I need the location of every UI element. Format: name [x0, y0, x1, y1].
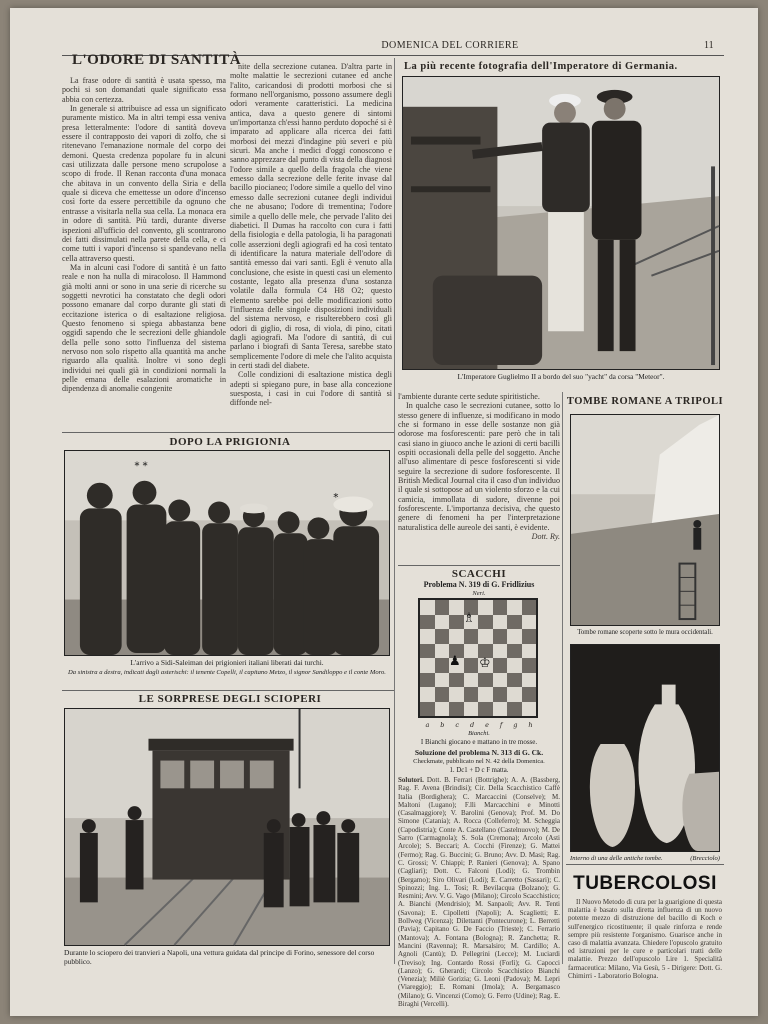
chess-square: [464, 673, 479, 688]
tubercolosi-title: TUBERCOLOSI: [573, 873, 717, 894]
emperor-photo: [402, 76, 720, 370]
section-rule: [62, 690, 394, 691]
chess-square: [493, 702, 508, 717]
tombs-exterior-photo: [570, 414, 720, 626]
chess-square: [420, 644, 435, 659]
tombs-interior-photo: [570, 644, 720, 852]
chess-square: [522, 673, 537, 688]
article-paragraph: La frase odore di santità è usata spesso, ma pochi si son domandati quale significato essa abbia con certezza.: [62, 76, 226, 104]
chess-square: [449, 600, 464, 615]
section-rule: [566, 864, 724, 865]
chess-square: [493, 644, 508, 659]
chess-solution-title: Soluzione del problema N. 313 di G. Ck.: [414, 748, 544, 757]
chess-white-label: Bianchi.: [468, 730, 490, 737]
chess-square: [435, 600, 450, 615]
chess-square: [420, 658, 435, 673]
prisoners-caption: L'arrivo a Sidi-Saleiman dei prigionieri italiani liberati dai turchi.: [130, 658, 324, 667]
chess-square: [507, 600, 522, 615]
prigionia-title: DOPO LA PRIGIONIA: [169, 436, 291, 448]
tram-strike-caption: Durante lo sciopero dei tranvieri a Napoli, una vettura guidata dal principe di Forino, senessore del corso pubblico.: [64, 948, 375, 966]
chess-square: [493, 615, 508, 630]
chess-square: [464, 629, 479, 644]
article-column-2: [230, 62, 392, 428]
chess-square: [449, 702, 464, 717]
tombs-interior-caption: Interno di una delle antiche tombe.: [570, 855, 663, 862]
column-rule: [394, 58, 395, 428]
chess-square: [493, 687, 508, 702]
chess-square: [522, 615, 537, 630]
chess-square: [493, 629, 508, 644]
page-number: 11: [704, 40, 714, 51]
emperor-photo-title: La più recente fotografia dell'Imperatore di Germania.: [404, 61, 678, 72]
chess-square: [507, 673, 522, 688]
chess-square: [493, 600, 508, 615]
chess-square: [507, 687, 522, 702]
chess-square: [435, 702, 450, 717]
chess-problem-label: Problema N. 319 di G. Fridlizius: [423, 580, 535, 589]
chess-square: [478, 629, 493, 644]
chess-square: [478, 673, 493, 688]
emperor-photo-caption: L'Imperatore Guglielmo II a bordo del suo "yacht" da corsa "Meteor".: [457, 372, 665, 381]
chess-solvers-text: Dott. B. Ferrari (Bottrighe); A. A. (Bassberg, Rag. F. Avena (Brindisi); Cir. Della Scacchistico Caffè Italia (Bordighera); C. Marcaccini (Conselve); M. Maltoni (Lugano); F.lli Marcacchini e Minotti (Casalmaggiore); V. Barolini (Genova); Prof. M. Do Simone (Catania); A. Rocca (Colleferro); M. Scheggia (Capodistria); Conte A. Castellano (Castelnuovo); M. De Sarro (Carmagnola); S. Sola (Cremona); Arcolo (Asti Arcole); S. Beccari; A. Cocchi (Firenze); G. Mattei (Fermo); Rag. G. Buccini; G. Bruno; Avv. D. Masi; Rag. C. Grossi; V. Chiappi; P. Ranieri (Genova); A. Spano (Cagliari); Dott. C. Falconi (Lodi); G. Trombin (Bergamo); Siro Olivari (Lodi); E. Carretto (Sassari); C. Spinozzi; Ing. L. Tosi; R. Bevilacqua (Bolzano); G. Resmini; Avv. V. G. Vago (Milano); Circolo Scacchistico; A. Bianchi (Mendrisio); M. Sanpaoli; Avv. R. Tenti (Savona); E. Cipolletti (Napoli); A. Scaglietti; E. Bollweg (Vicenza); Dilettanti (Pontecurone); L. Berretti (Pavia); Capitano G. De Faccio (Trieste); C. Ferrario (Mantova); A. Fontana (Bologna); R. Zanchetta; R. Mancini (Ravenna); R. Marsalsiro; M. Cardillo; A. Agnoli (Cantù); D. Pellegrini (Lecce); M. Luciardi (Treviso); Ing. Contardo Rossi (Forlì); G. Capocci (Lanzo); G. Gherardi; Circolo Scacchistico Bianchi (Venezia); Miliè Gorizia; G. Leoni (Padova); M. Lepri (Viareggio); E. Romani (Imola); A. Bergamasco (Milano); G. Vincenzi (Como); G. Ferro (Udine); Rag. E. Biraghi (Vercelli).: [398, 776, 560, 1009]
section-rule: [398, 565, 560, 566]
chess-square: [420, 673, 435, 688]
running-head: DOMENICA DEL CORRIERE: [381, 40, 519, 51]
chess-square: [522, 687, 537, 702]
column-rule: [562, 392, 563, 964]
tubercolosi-ad-text: Il Nuovo Metodo di cura per la guarigione di questa malattia è basato sulla diretta influenza di un nuovo potente mezzo di distruzione del bacillo di Koch e sull'energico ricostituente; il quale rinforza e rende sempre più resistente l'organismo. Guarisce anche in caso di malattia avanzata. Chiedere l'opuscolo gratuito ed istruzioni per le cure e particolari tratti delle malattie. Prezzo dell'opuscolo Lire 1. Specialità farmaceutica: Milano, Via Gesù, 5 - Dirigere: Dott. G. Chimirri - Laboratorio Bologna.: [568, 898, 722, 980]
article-continuation: [398, 392, 560, 560]
chess-instruction: I Bianchi giocano e mattano in tre mosse.: [420, 738, 538, 746]
chess-square: [435, 658, 450, 673]
chess-file-labels: a b c d e f g h: [425, 721, 533, 729]
chess-square: [507, 702, 522, 717]
tram-strike-photo: [64, 708, 390, 946]
chess-square: [449, 687, 464, 702]
chess-square: [435, 673, 450, 688]
chess-square: [493, 673, 508, 688]
chess-square: [507, 629, 522, 644]
chess-square: [522, 644, 537, 659]
chess-square: [522, 702, 537, 717]
chess-square: [493, 658, 508, 673]
scacchi-title: SCACCHI: [451, 568, 507, 580]
chess-square: [449, 615, 464, 630]
chess-square: [478, 615, 493, 630]
chess-square: [435, 629, 450, 644]
chess-square: [464, 644, 479, 659]
chess-square: [420, 702, 435, 717]
chess-square: [522, 629, 537, 644]
tombs-exterior-caption: Tombe romane scoperte sotto le mura occidentali.: [577, 629, 713, 636]
article-paragraph: In qualche caso le secrezioni cutanee, sotto lo stesso genere di influenze, si modificano in modo che si formano in esse delle sostanze non già odorose ma fosforescenti: pare però che in tali casi siano in giuoco anche le azioni di certi bacilli ospiti occasionali della pelle del soggetto. Anche all'uso alimentare di pesce fosforescenti si vide seguire la secrezione di sudore fosforescente. Il British Medical Journal cita il caso d'un individuo il quale si sottopose ad un violento sforzo e la cui camicia, immollata di sudore, divenne poi fosforescente. L'importanza decisiva, che questo genere di fenomeni ha per l'interpretazione naturalistica delle aureole dei santi, è evidente.: [398, 401, 560, 532]
article-paragraph: Ma in alcuni casi l'odore di santità è un fatto reale e non ha nulla di miracoloso. Il Hammond già molti anni or sono in una serie di ricerche su soggetti nevrotici ha constatato che degli odori possono emanare dal corpo durante gli stati di eccitazione isterica o di esaltazione religiosa. Questo fenomeno si spiega abbastanza bene oggidì sapendo che le secrezioni delle ghiandole della pelle sono sotto l'influenza del sistema nervoso non solo rispetto alla quantità ma anche riguardo alla qualità. Inoltre vi sono degli individui nei quali già in condizioni normali la pelle emana delle esalazioni aromatiche in dipendenza di anomalie congenite: [62, 262, 226, 394]
chess-square: [478, 702, 493, 717]
chess-board: [418, 598, 538, 718]
chess-square: [420, 615, 435, 630]
article-paragraph: l'ambiente durante certe sedute spiritistiche.: [398, 392, 540, 401]
chess-square: [420, 687, 435, 702]
chess-solvers-list: [398, 776, 560, 1009]
article-paragraph: Colle condizioni di esaltazione mistica degli adepti si spiegano pure, in base alla concezione suesposta, i casi in cui l'odore di santità si diffonde nel-: [230, 370, 392, 408]
chess-black-label: Neri.: [472, 590, 486, 597]
chess-square: [522, 600, 537, 615]
article-paragraph: In generale si attribuisce ad essa un significato puramente mistico. Ma in altri tempi essa veniva presa letteralmente: l'odore di santità doveva essere il contrapposto dei vapori di zolfo, che si ritenevano l'emanazione normale del corpo dei demoni. Questa credenza popolare fu in alcuni casi utilizzata dalle persone meno scrupolose a scopo di frode. Il Renan racconta d'una monaca che abitava in un convento della Siria e della quale si diceva che emettesse un odore d'incenso così forte da essere percettibile da ognuno che entrasse a visitarla nella sua cella. La monaca era in odore di santità. Più tardi, durante diverse ispezioni all'ufficio del convento, gli scontrarono dei fatti dissimulati nella parete della cella, e ci come tutti i vapori d'incenso si spandevano nella cella attraverso questi.: [62, 104, 226, 263]
chess-solution-moves: 1. Dc1 + D c F matta.: [449, 767, 509, 774]
chess-square: [522, 658, 537, 673]
article-column-1: [62, 76, 226, 428]
chess-piece: ♟: [449, 654, 461, 669]
chess-square: [420, 629, 435, 644]
article-title-odore: L'ODORE DI SANTITÀ: [72, 52, 242, 68]
article-paragraph: nite della secrezione cutanea. D'altra parte in molte malattie le secrezioni cutanee ed anche l'alito, caricandosi di prodotti morbosi che si formano nell'organismo, possono assumere degli odori veramente caratteristici. La medicina antica, dava a questo genere di sintomi un'importanza ch'essi hanno perduto dopoché si è imparato ad applicare alla ricerca dei fatti morbosi dei mezzi d'indagine più severi e più sicuri. Ma anche i medici d'oggi conoscono e sanno apprezzare dal punto di vista della diagnosi l'odore simile a quello della fragola che viene emesso dalla secrezione delle ferite invase dal bacillo piocianeo; l'odore simile a quello del vino emesso dalle secrezioni cutanee degli individui che ne abusano; l'odore di trementina; l'odore simile a quello delle mele, che pervade l'alito dei diabetici. Il Dumas ha raccolto con cura i fatti della fisiologia e della patologia, li ha paragonati colle asserzioni degli agiografi ed ha così tentato di identificare la natura materiale dell'odore di santità emesso dai vari santi. Egli è venuto alla conclusione, che esiste in questi casi un elemento costante, legato alla presenza d'una sostanza volatile dalla formula C4 H8 O2; questo elemento sarebbe poi delle modificazioni sotto l'influenza delle singole disposizioni individuali del sistema nervoso, e risulterebbero così gli odori di giglio, di rosa, di viola, di pino, citati dagli agiografi. Ma l'odore di santità, di cui parlano i biografi di Santa Teresa, sarebbe stato semplicemente l'odore di mele che l'alito acquista in certi stadi del diabete.: [230, 62, 392, 370]
svg-text:*: *: [333, 492, 339, 504]
article-signature: Dott. Ry.: [531, 532, 560, 542]
chess-solvers-heading: Solutori.: [398, 776, 424, 784]
chess-square: [507, 615, 522, 630]
chess-square: [507, 658, 522, 673]
svg-text:* *: * *: [134, 460, 148, 472]
photo-credit: (Brecciolo): [690, 855, 720, 862]
chess-square: [435, 644, 450, 659]
chess-square: [449, 629, 464, 644]
chess-solution-subtitle: Checkmate, pubblicato nel N. 42 della Domenica.: [413, 758, 545, 765]
chess-square: [478, 687, 493, 702]
prisoners-photo: [64, 450, 390, 656]
prisoners-subcaption: Da sinistra a destra, indicati dagli asterischi: il tenente Copelli, il capitano Metzo, il signor Sandiloppo e il conte Moro.: [68, 669, 386, 676]
chess-square: [464, 658, 479, 673]
chess-square: [464, 687, 479, 702]
chess-square: [464, 702, 479, 717]
column-rule: [394, 392, 395, 964]
chess-piece: ♗: [463, 611, 475, 626]
section-rule: [62, 432, 394, 433]
chess-square: [435, 615, 450, 630]
chess-square: [420, 600, 435, 615]
chess-square: [478, 600, 493, 615]
chess-square: [507, 644, 522, 659]
chess-piece: ♔: [479, 656, 491, 671]
chess-square: [435, 687, 450, 702]
tombe-title: TOMBE ROMANE A TRIPOLI: [566, 396, 724, 407]
scioperi-title: LE SORPRESE DEGLI SCIOPERI: [138, 693, 322, 705]
chess-square: [449, 673, 464, 688]
